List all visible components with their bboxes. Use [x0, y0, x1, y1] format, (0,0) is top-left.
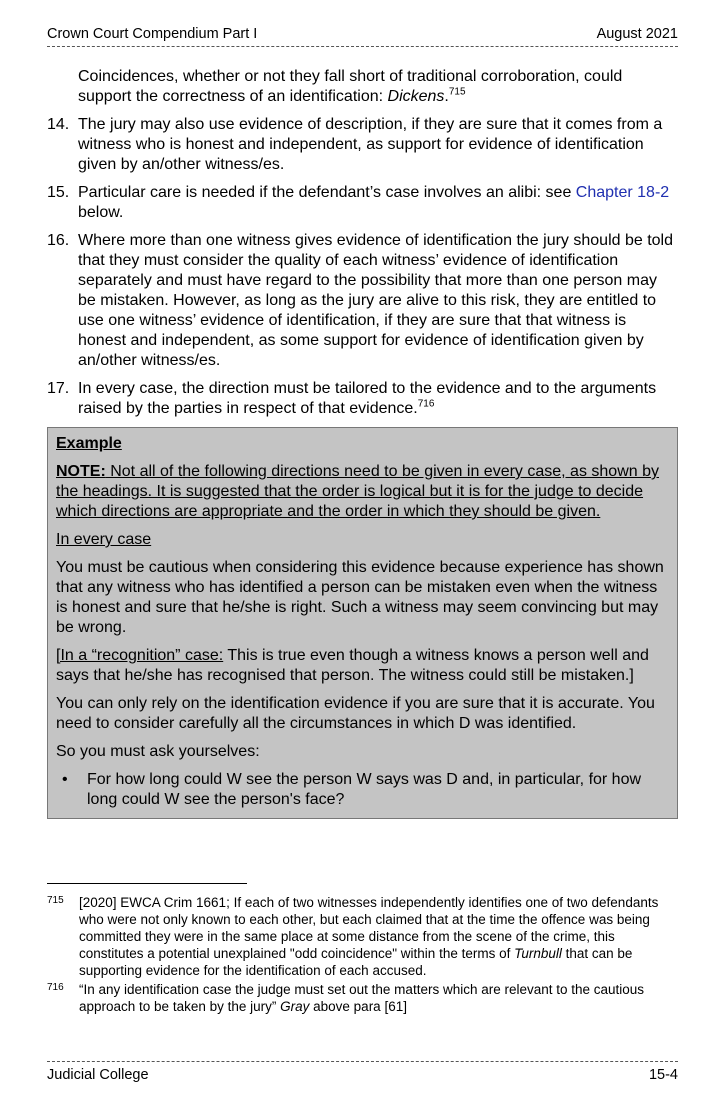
header-title: Crown Court Compendium Part I — [47, 26, 258, 42]
footnote-ref-716[interactable]: 716 — [417, 398, 435, 410]
footer-divider — [47, 1061, 678, 1062]
continuation-period: . — [444, 88, 449, 105]
example-box — [47, 427, 678, 819]
continuation-text: Coincidences, whether or not they fall short of traditional corroboration, could support the correctness of an identification: — [78, 68, 623, 105]
example-paragraph-3: So you must ask yourselves: — [56, 743, 260, 760]
paragraph-number: 16. — [47, 232, 70, 249]
page-header — [47, 26, 678, 46]
page-footer — [47, 1067, 678, 1087]
bullet-text: For how long could W see the person W says was D and, in particular, for how long could W see the person's face? — [87, 771, 642, 808]
bullet-marker: • — [62, 771, 68, 788]
paragraph-number: 15. — [47, 184, 70, 201]
recognition-label: [In a “recognition” case: — [56, 647, 224, 664]
paragraph-number: 14. — [47, 116, 70, 133]
page-number: 15-4 — [648, 1067, 678, 1083]
body-text — [47, 67, 678, 819]
case-dickens: Dickens — [387, 88, 445, 105]
footnote-text: [2020] EWCA Crim 1661; If each of two witnesses independently identifies one of two defendants who were not only known to each other, but each claimed that at the time the offence was being committed they were in the same place at some distance from the scene of the crime, this constitutes a potential unexplained "odd coincidence" within the terms of — [79, 895, 659, 961]
case-gray: Gray — [280, 999, 310, 1014]
paragraph-text: In every case, the direction must be tailored to the evidence and to the arguments raised by the parties in respect of that evidence. — [78, 380, 657, 417]
footer-publisher: Judicial College — [47, 1067, 149, 1083]
header-divider — [47, 46, 678, 47]
footnote-text-after: above para [61] — [309, 999, 407, 1014]
footnotes — [47, 894, 678, 1017]
example-note — [56, 462, 669, 522]
note-label: NOTE: — [56, 463, 106, 480]
example-recognition — [56, 646, 669, 686]
paragraph-text: Particular care is needed if the defendant’s case involves an alibi: see — [78, 184, 576, 201]
footnote-715 — [47, 894, 678, 979]
example-paragraph-2: You can only rely on the identification evidence if you are sure that it is accurate. You need to consider carefully all the circumstances in which D was identified. — [56, 695, 655, 732]
example-title: Example — [56, 435, 122, 452]
paragraph-14 — [47, 115, 678, 175]
example-bullet-item — [56, 770, 669, 810]
footnote-number: 716 — [47, 982, 64, 993]
header-date: August 2021 — [596, 26, 678, 42]
note-text: Not all of the following directions need to be given in every case, as shown by the headings. It is suggested that the order is logical but it is for the judge to decide which directions are appropriate and the order in which they should be given. — [56, 463, 659, 520]
footnote-divider — [47, 883, 247, 884]
paragraph-16 — [47, 231, 678, 371]
example-paragraph-1: You must be cautious when considering this evidence because experience has shown that any witness who has identified a person can be mistaken even when the witness is honest and sure that he/she is right. Such a witness may seem convincing but may be wrong. — [56, 559, 664, 636]
paragraph-text: The jury may also use evidence of description, if they are sure that it comes from a witness who is honest and independent, as support for evidence of identification given by an/other witness/es. — [78, 116, 663, 173]
recognition-text: This is true even though a witness knows a person well and says that he/she has recognised that person. The witness could still be mistaken.] — [56, 647, 649, 684]
paragraph-text: Where more than one witness gives evidence of identification the jury should be told that they must consider the quality of each witness’ evidence of identification separately and must have regard to the possibility that more than one person may be mistaken. However, as long as the jury are alive to this risk, they are entitled to use one witness’ evidence of identification, if they are sure that that witness is honest and independent, as some support for evidence of identification given by an/other witness/es. — [78, 232, 674, 369]
footnote-number: 715 — [47, 895, 64, 906]
paragraph-text-after: below. — [78, 204, 124, 221]
chapter-link[interactable]: Chapter 18-2 — [575, 184, 670, 201]
footnote-716 — [47, 981, 678, 1015]
continuation-paragraph — [78, 67, 678, 107]
footnote-ref-715[interactable]: 715 — [448, 86, 466, 98]
paragraph-17 — [47, 379, 678, 419]
case-turnbull: Turnbull — [514, 946, 562, 961]
paragraph-number: 17. — [47, 380, 70, 397]
footnote-text-after: that can be supporting evidence for the identification of each accused. — [79, 946, 633, 978]
footnote-text: “In any identification case the judge must set out the matters which are relevant to the cautious approach to be taken by the jury” — [79, 982, 645, 1014]
paragraph-15 — [47, 183, 678, 223]
example-subheading: In every case — [56, 531, 152, 548]
